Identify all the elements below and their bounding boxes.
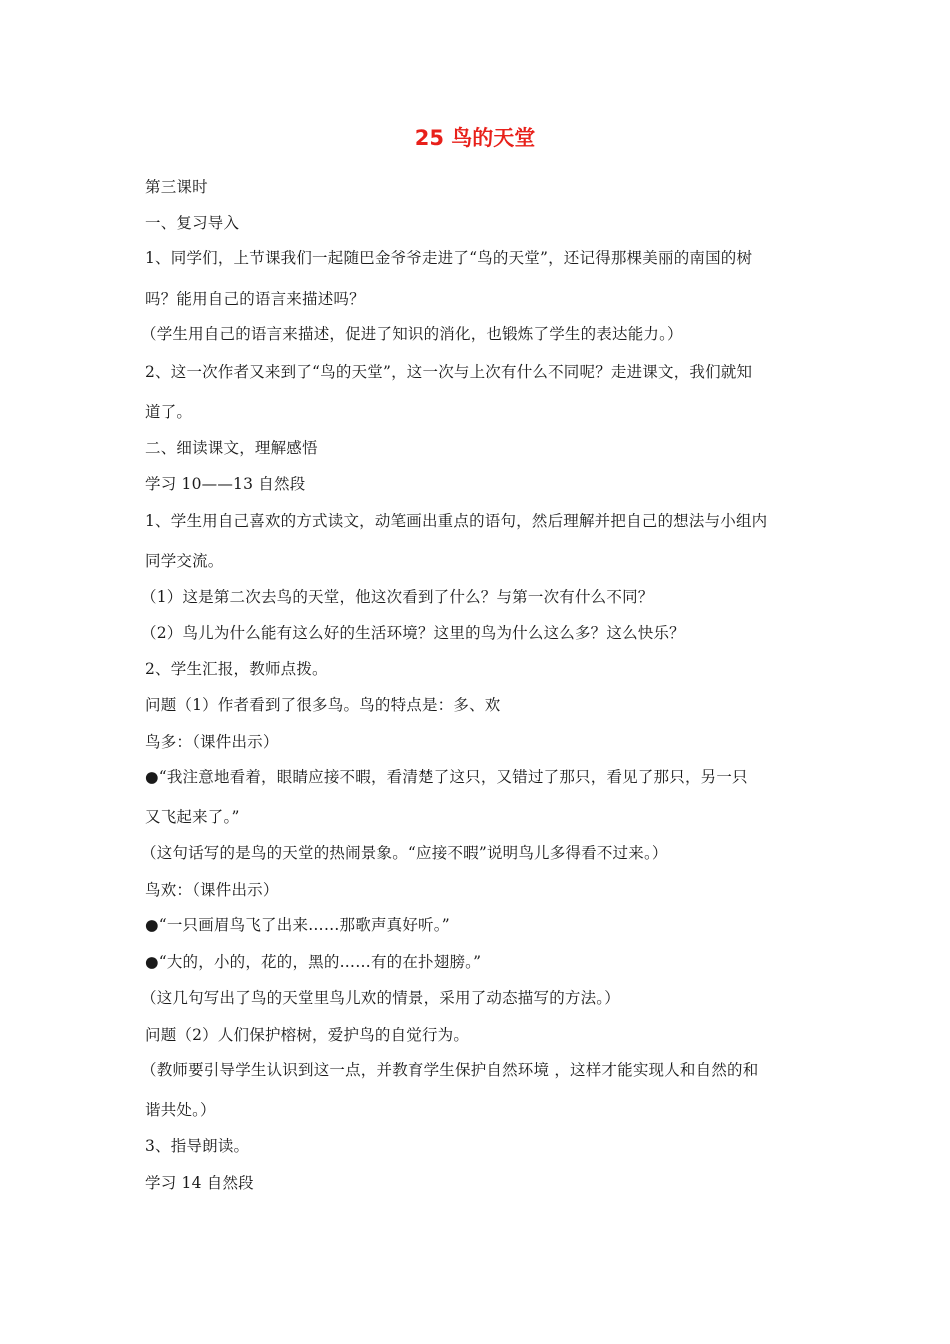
text-line: 又飞起来了。” xyxy=(145,808,240,826)
text-line: （教师要引导学生认识到这一点，并教育学生保护自然环境 ，这样才能实现人和自然的和 xyxy=(141,1061,759,1079)
text-line: （这句话写的是鸟的天堂的热闹景象。“应接不暇”说明鸟儿多得看不过来。） xyxy=(141,844,668,862)
text-line: 鸟多：（课件出示） xyxy=(145,733,279,751)
text-line: 问题（1）作者看到了很多鸟。鸟的特点是：多、欢 xyxy=(145,696,501,714)
text-line: 学习 10——13 自然段 xyxy=(145,475,306,493)
text-line: ●“大的，小的，花的，黑的……有的在扑翅膀。” xyxy=(145,953,482,971)
text-line: 1、学生用自己喜欢的方式读文，动笔画出重点的语句，然后理解并把自己的想法与小组内 xyxy=(145,512,768,530)
text-line: 二、细读课文，理解感悟 xyxy=(145,439,318,457)
text-line: 鸟欢：（课件出示） xyxy=(145,881,279,899)
text-line: 2、这一次作者又来到了“鸟的天堂”，这一次与上次有什么不同呢？走进课文，我们就知 xyxy=(145,363,753,381)
text-line: 一、复习导入 xyxy=(145,214,240,232)
text-line: 第三课时 xyxy=(145,178,208,196)
text-line: 1、同学们，上节课我们一起随巴金爷爷走进了“鸟的天堂”，还记得那棵美丽的南国的树 xyxy=(145,249,753,267)
text-line: （1）这是第二次去鸟的天堂，他这次看到了什么？与第一次有什么不同？ xyxy=(141,588,654,606)
text-line: 道了。 xyxy=(145,403,193,421)
text-line: 谐共处。） xyxy=(145,1101,216,1119)
text-line: （2）鸟儿为什么能有这么好的生活环境？这里的鸟为什么这么多？这么快乐？ xyxy=(141,624,685,642)
text-line: ●“一只画眉鸟飞了出来……那歌声真好听。” xyxy=(145,916,450,934)
text-line: 吗？能用自己的语言来描述吗？ xyxy=(145,290,365,308)
text-line: 问题（2）人们保护榕树，爱护鸟的自觉行为。 xyxy=(145,1026,470,1044)
text-line: ●“我注意地看着，眼睛应接不暇，看清楚了这只，又错过了那只，看见了那只，另一只 xyxy=(145,768,748,786)
text-line: 3、指导朗读。 xyxy=(145,1137,250,1155)
text-line: （这几句写出了鸟的天堂里鸟儿欢的情景，采用了动态描写的方法。） xyxy=(141,989,620,1007)
text-line: 同学交流。 xyxy=(145,552,224,570)
text-line: 2、学生汇报，教师点拨。 xyxy=(145,660,328,678)
text-line: （学生用自己的语言来描述，促进了知识的消化，也锻炼了学生的表达能力。） xyxy=(141,325,683,343)
document-title: 25 鸟的天堂 xyxy=(414,126,536,150)
text-line: 学习 14 自然段 xyxy=(145,1174,254,1192)
